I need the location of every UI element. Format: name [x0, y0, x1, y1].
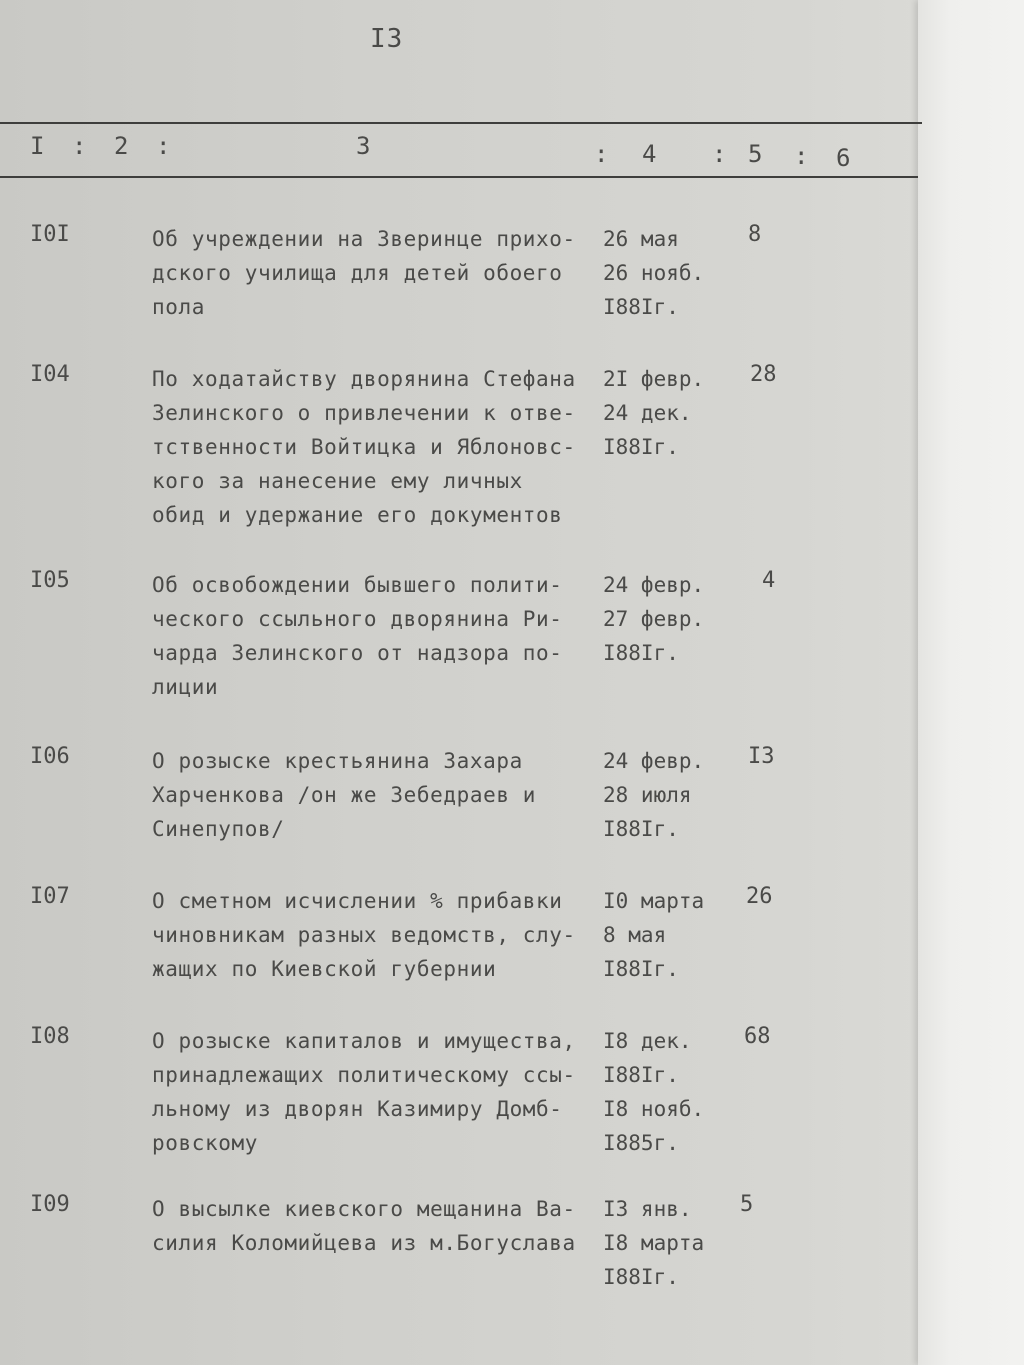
item-title [152, 744, 592, 846]
column-header-4: 4 [642, 140, 657, 168]
date-line: I8 дек. [603, 1029, 692, 1053]
title-line: дского училища для детей обоего [152, 261, 563, 285]
item-dates [603, 1024, 723, 1160]
header-rule-bottom [0, 176, 918, 178]
date-line: 24 дек. [603, 401, 692, 425]
item-dates [603, 362, 723, 464]
item-title [152, 568, 592, 704]
item-title [152, 1024, 592, 1160]
item-number: I07 [30, 884, 70, 909]
title-line: ческого ссыльного дворянина Ри- [152, 607, 563, 631]
date-line: 2I февр. [603, 367, 705, 391]
page-number: I3 [370, 24, 404, 54]
item-title [152, 1192, 592, 1260]
date-line: I88Iг. [603, 1265, 679, 1289]
column-header-3: 3 [356, 132, 371, 160]
item-dates [603, 1192, 723, 1294]
date-line: 28 июля [603, 783, 692, 807]
item-title [152, 222, 592, 324]
item-dates [603, 884, 723, 986]
page-edge [918, 0, 1024, 1365]
column-separator: : [72, 132, 87, 160]
column-header-2: 2 [114, 132, 129, 160]
item-sheet-count: 28 [750, 362, 777, 387]
title-line: кого за нанесение ему личных [152, 469, 523, 493]
item-sheet-count: 26 [746, 884, 773, 909]
title-line: Харченкова /он же Зебедраев и [152, 783, 537, 807]
date-line: I88Iг. [603, 295, 679, 319]
date-line: I88Iг. [603, 957, 679, 981]
item-title [152, 362, 592, 532]
title-line: По ходатайству дворянина Стефана [152, 367, 576, 391]
item-sheet-count: 8 [748, 222, 762, 247]
header-rule-top [0, 122, 922, 124]
title-line: принадлежащих политическому ссы- [152, 1063, 576, 1087]
date-line: 24 февр. [603, 573, 705, 597]
item-number: I06 [30, 744, 70, 769]
column-header-6: 6 [836, 144, 851, 172]
title-line: О розыске капиталов и имущества, [152, 1029, 576, 1053]
title-line: льному из дворян Казимиру Домб- [152, 1097, 563, 1121]
title-line: ровскому [152, 1131, 258, 1155]
title-line: чарда Зелинского от надзора по- [152, 641, 563, 665]
date-line: 26 мая [603, 227, 679, 251]
date-line: I885г. [603, 1131, 679, 1155]
item-dates [603, 568, 723, 670]
column-separator: : [594, 140, 609, 168]
item-number: I0I [30, 222, 70, 247]
column-separator: : [794, 142, 809, 170]
date-line: I8 марта [603, 1231, 705, 1255]
item-number: I05 [30, 568, 70, 593]
item-dates [603, 744, 723, 846]
date-line: I8 нояб. [603, 1097, 705, 1121]
title-line: пола [152, 295, 205, 319]
date-line: I88Iг. [603, 435, 679, 459]
item-number: I08 [30, 1024, 70, 1049]
date-line: 24 февр. [603, 749, 705, 773]
item-sheet-count: 68 [744, 1024, 771, 1049]
item-number: I04 [30, 362, 70, 387]
title-line: О сметном исчислении % прибавки [152, 889, 563, 913]
title-line: тственности Войтицка и Яблоновс- [152, 435, 576, 459]
date-line: 27 февр. [603, 607, 705, 631]
date-line: I88Iг. [603, 641, 679, 665]
title-line: лиции [152, 675, 219, 699]
title-line: Об учреждении на Зверинце прихо- [152, 227, 576, 251]
title-line: обид и удержание его документов [152, 503, 563, 527]
column-separator: : [156, 132, 171, 160]
title-line: О розыске крестьянина Захара [152, 749, 523, 773]
title-line: О высылке киевского мещанина Ва- [152, 1197, 576, 1221]
title-line: силия Коломийцева из м.Богуслава [152, 1231, 576, 1255]
column-header-1: I [30, 132, 45, 160]
item-title [152, 884, 592, 986]
item-sheet-count: I3 [748, 744, 775, 769]
item-number: I09 [30, 1192, 70, 1217]
date-line: 26 нояб. [603, 261, 705, 285]
date-line: I0 марта [603, 889, 705, 913]
title-line: чиновникам разных ведомств, слу- [152, 923, 576, 947]
title-line: Об освобождении бывшего полити- [152, 573, 563, 597]
date-line: I3 янв. [603, 1197, 692, 1221]
title-line: жащих по Киевской губернии [152, 957, 497, 981]
date-line: 8 мая [603, 923, 667, 947]
title-line: Зелинского о привлечении к отве- [152, 401, 576, 425]
column-separator: : [712, 140, 727, 168]
item-sheet-count: 5 [740, 1192, 754, 1217]
item-dates [603, 222, 723, 324]
date-line: I88Iг. [603, 817, 679, 841]
date-line: I88Iг. [603, 1063, 679, 1087]
column-header-5: 5 [748, 140, 763, 168]
title-line: Синепупов/ [152, 817, 285, 841]
item-sheet-count: 4 [762, 568, 776, 593]
